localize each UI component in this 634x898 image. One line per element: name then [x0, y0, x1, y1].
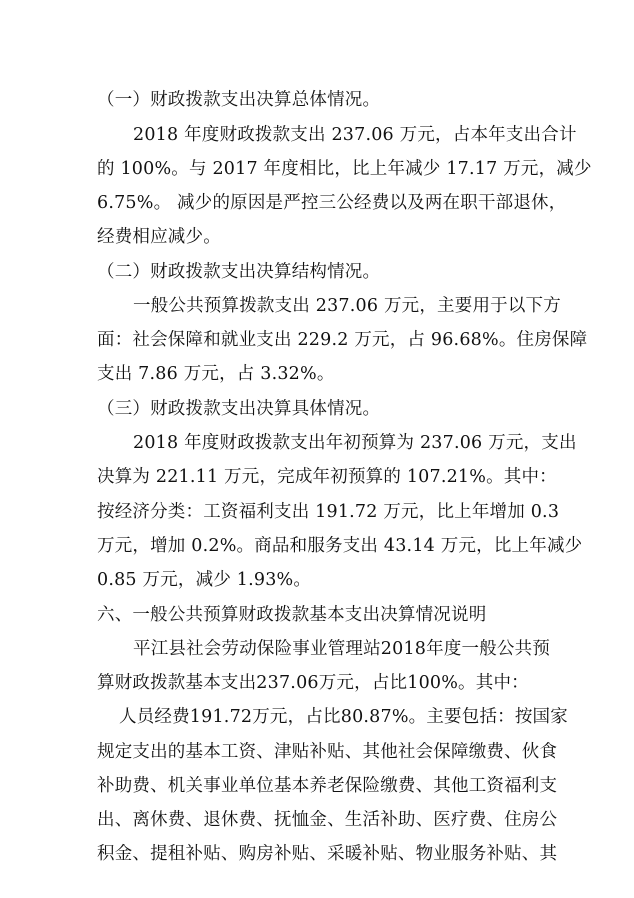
paragraph-line: 万元，增加 0.2%。商品和服务支出 43.14 万元，比上年减少: [97, 536, 583, 556]
paragraph-line: 算财政拨款基本支出237.06万元，占比100%。其中：: [97, 673, 529, 693]
paragraph-line: 经费相应减少。: [97, 227, 221, 247]
paragraph-line: 按经济分类：工资福利支出 191.72 万元，比上年增加 0.3: [97, 502, 560, 522]
paragraph-line: 6.75%。 减少的原因是严控三公经费以及两在职干部退休，: [97, 193, 567, 213]
paragraph-line: 人员经费191.72万元，占比80.87%。主要包括：按国家: [119, 707, 568, 727]
paragraph-line: 决算为 221.11 万元，完成年初预算的 107.21%。其中：: [97, 467, 557, 487]
paragraph-line: 出、离休费、退休费、抚恤金、生活补助、医疗费、住房公: [97, 810, 558, 830]
paragraph-line: 面：社会保障和就业支出 229.2 万元，占 96.68%。住房保障: [97, 330, 588, 350]
paragraph-line: 平江县社会劳动保险事业管理站2018年度一般公共预: [133, 639, 551, 659]
section-heading-6: 六、一般公共预算财政拨款基本支出决算情况说明: [97, 605, 487, 625]
paragraph-line: 0.85 万元，减少 1.93%。: [97, 570, 312, 590]
paragraph-line: 支出 7.86 万元，占 3.32%。: [97, 364, 335, 384]
paragraph-line: 补助费、机关事业单位基本养老保险缴费、其他工资福利支: [97, 776, 558, 796]
paragraph-line: 的 100%。与 2017 年度相比，比上年减少 17.17 万元，减少: [97, 159, 592, 179]
paragraph-line: 一般公共预算拨款支出 237.06 万元，主要用于以下方: [133, 296, 561, 316]
paragraph-line: 规定支出的基本工资、津贴补贴、其他社会保障缴费、伙食: [97, 742, 558, 762]
paragraph-line: 2018 年度财政拨款支出年初预算为 237.06 万元，支出: [133, 433, 577, 453]
section-heading-1: （一）财政拨款支出决算总体情况。: [97, 90, 381, 110]
paragraph-line: 积金、提租补贴、购房补贴、采暖补贴、物业服务补贴、其: [97, 844, 558, 864]
paragraph-line: 2018 年度财政拨款支出 237.06 万元，占本年支出合计: [133, 125, 577, 145]
section-heading-2: （二）财政拨款支出决算结构情况。: [97, 262, 381, 282]
section-heading-3: （三）财政拨款支出决算具体情况。: [97, 399, 381, 419]
